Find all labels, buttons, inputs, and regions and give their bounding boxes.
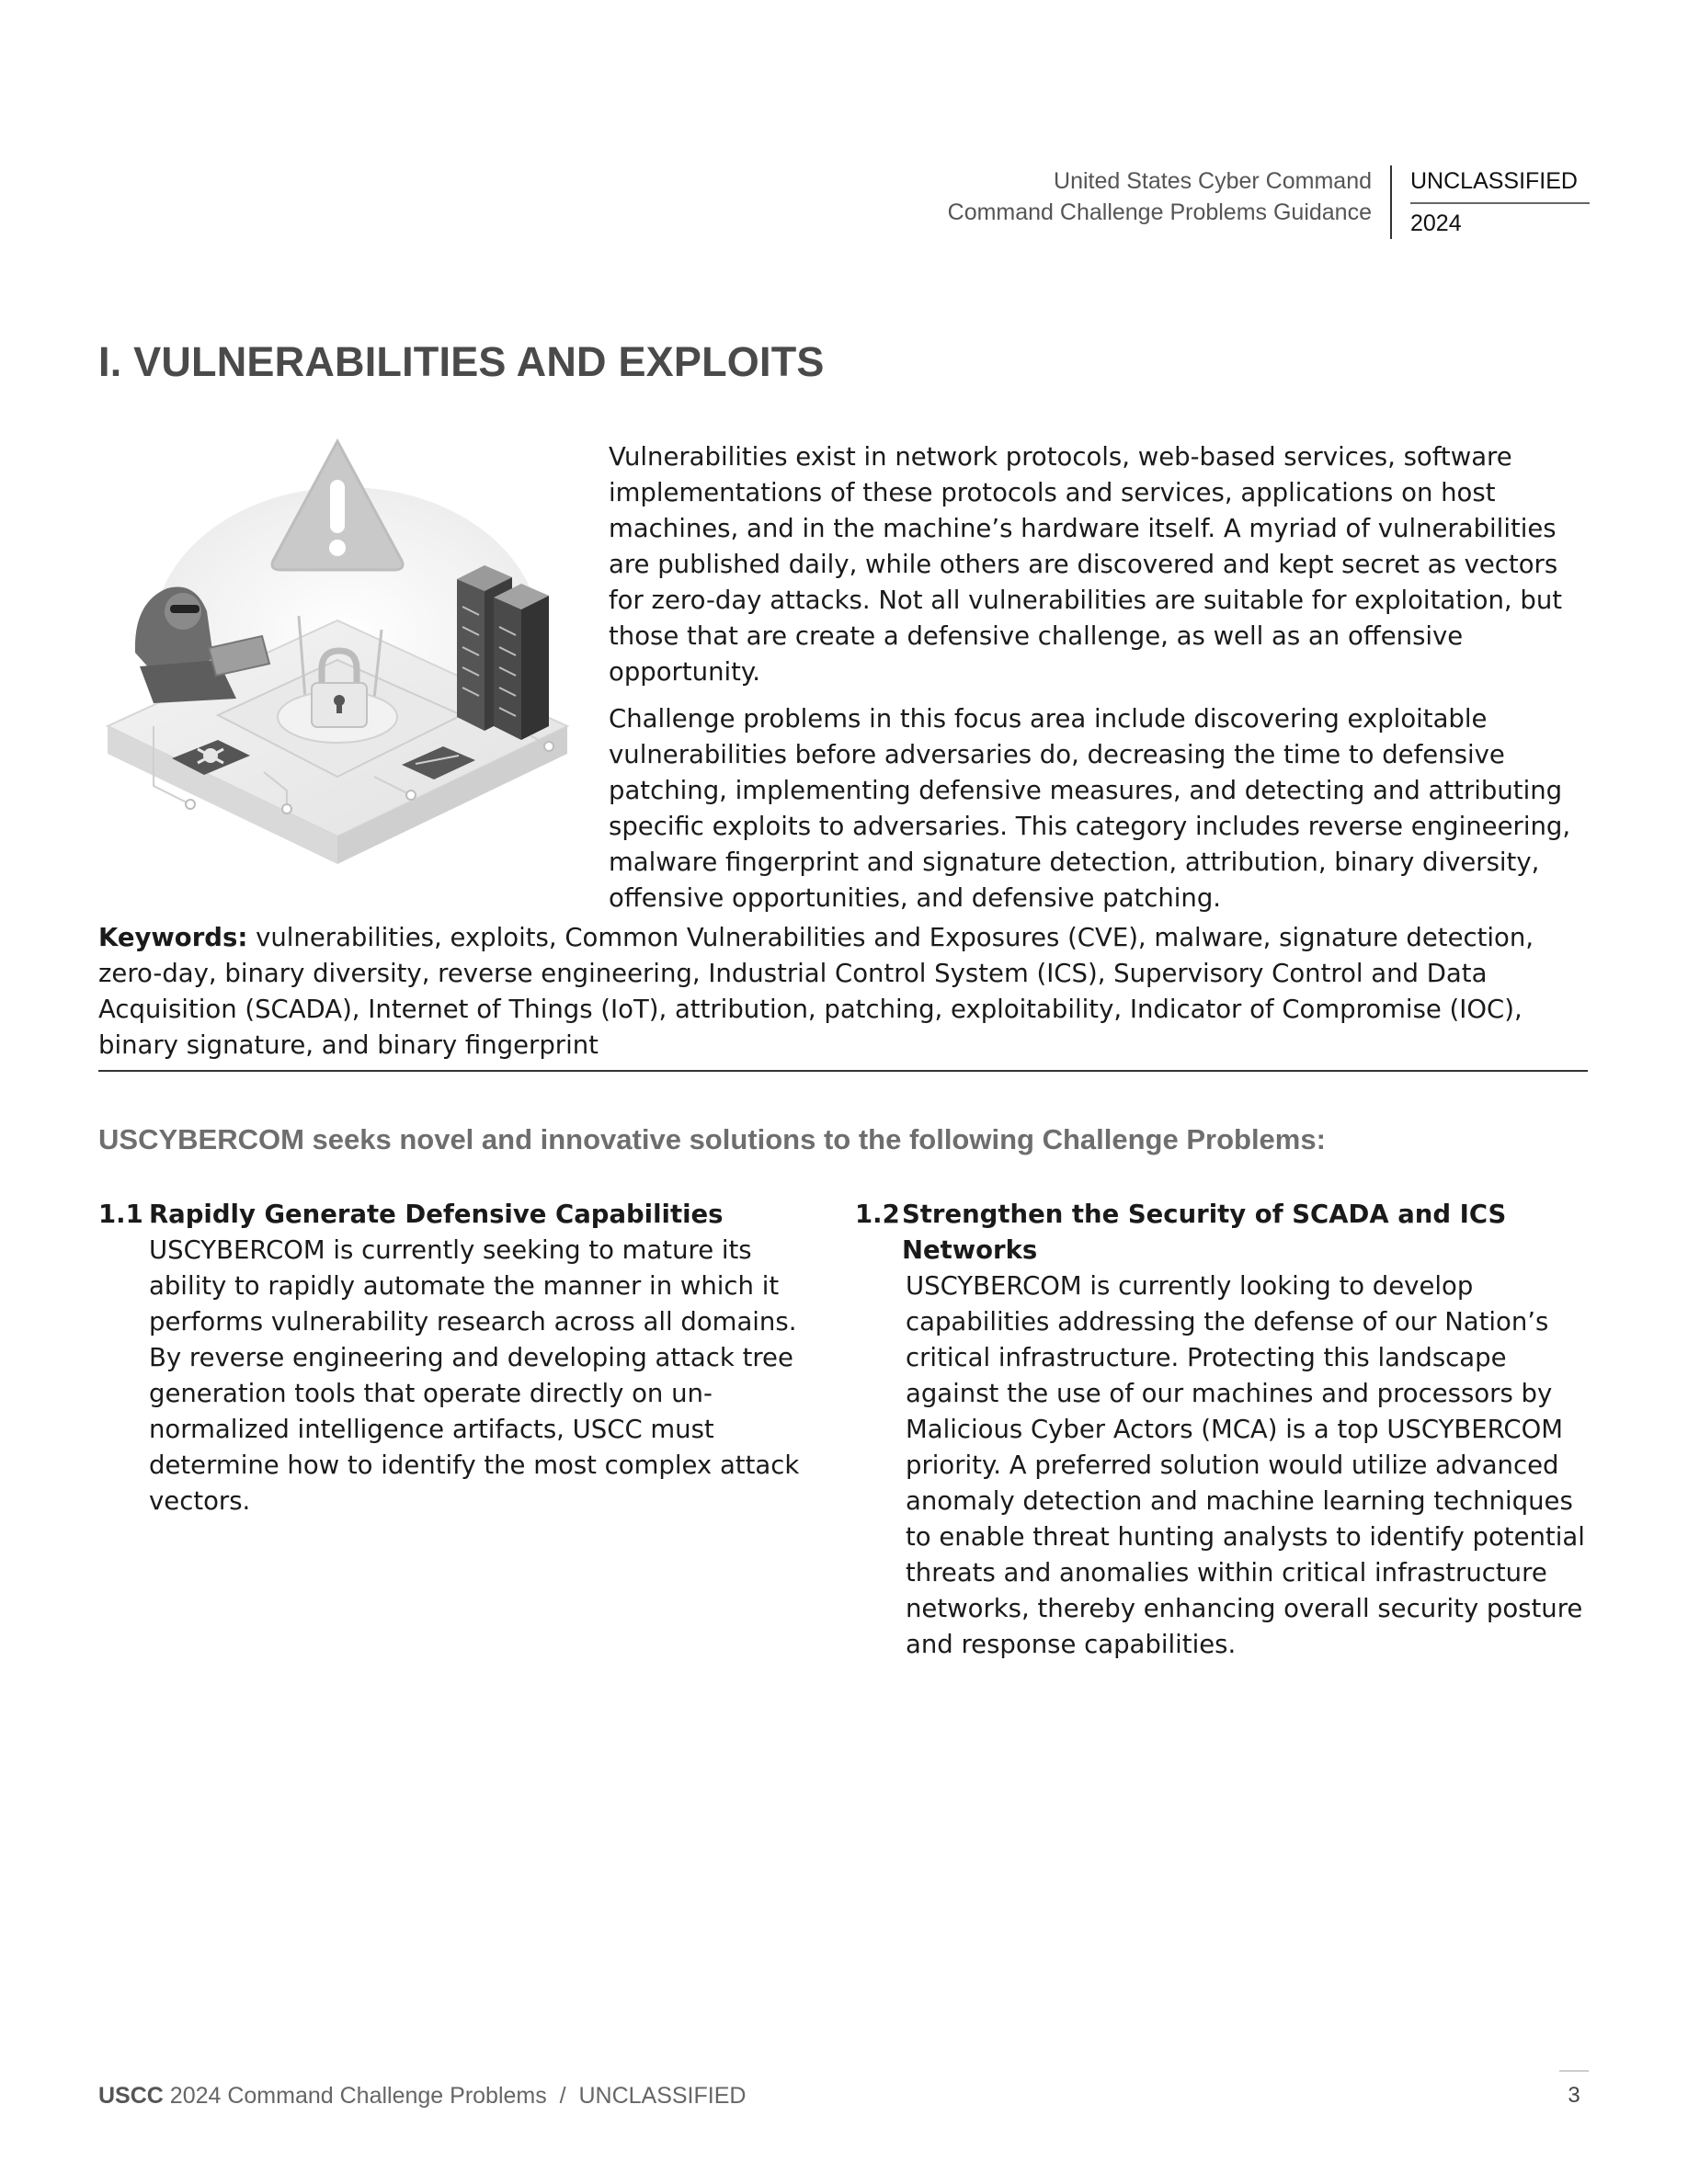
challenge-problem	[855, 1197, 1595, 1663]
page-footer	[98, 2083, 746, 2110]
page-header	[948, 165, 1590, 239]
challenge-problem-heading	[855, 1197, 1595, 1268]
header-titles	[948, 165, 1390, 239]
page-number: 3	[1568, 2083, 1580, 2108]
keywords	[98, 920, 1592, 1064]
challenge-problem-body: USCYBERCOM is currently seeking to mature its ability to rapidly automate the manner in which it performs vulnerability research across all domains. By reverse engineering and developing attack tree generation tools that operate directly on un-normalized intelligence artifacts, USCC must determine how to identify the most complex attack vectors.	[149, 1235, 800, 1516]
header-org: United States Cyber Command	[1054, 168, 1372, 194]
challenge-problem-body: USCYBERCOM is currently looking to develop capabilities addressing the defense of our Nation’s critical infrastructure. Protecting this landscape against the use of our machines and processors by Malicious Cyber Actors (MCA) is a top USCYBERCOM priority. A preferred solution would utilize advanced anomaly detection and machine learning techniques to enable threat hunting analysts to identify potential threats and anomalies within critical infrastructure networks, thereby enhancing overall security posture and response capabilities.	[906, 1271, 1585, 1659]
cyber-vulnerability-illustration	[98, 423, 576, 892]
challenge-problem-title: Rapidly Generate Defensive Capabilities	[149, 1200, 724, 1229]
section-intro	[609, 439, 1592, 927]
header-meta	[1390, 165, 1590, 239]
challenge-problem-number: 1.1	[98, 1200, 143, 1229]
server-rack-icon	[457, 565, 549, 740]
intro-paragraph: Challenge problems in this focus area include discovering exploitable vulnerabilities before adversaries do, decreasing the time to defensive patching, implementing defensive measures, and detecting and attributing specific exploits to adversaries. This category includes reverse engineering, malware fingerprint and signature detection, attribution, binary diversity, offensive opportunities, and defensive patching.	[609, 704, 1571, 913]
challenge-problem-heading	[98, 1197, 815, 1233]
footer-text: 2024 Command Challenge Problems / UNCLASSIFIED	[163, 2083, 747, 2109]
keywords-label: Keywords:	[98, 923, 248, 952]
challenge-problem-number: 1.2	[855, 1200, 900, 1229]
header-doc-title: Command Challenge Problems Guidance	[947, 199, 1372, 225]
page-number-rule	[1559, 2070, 1589, 2072]
keywords-list: vulnerabilities, exploits, Common Vulnerabilities and Exposures (CVE), malware, signature detection, zero-day, binary diversity, reverse engineering, Industrial Control System (ICS), Supervisory Control and Data Acquisition (SCADA), Internet of Things (IoT), attribution, patching, exploitability, Indicator of Compromise (IOC), binary signature, and binary fingerprint	[98, 923, 1534, 1060]
section-title: I. VULNERABILITIES AND EXPLOITS	[98, 338, 825, 385]
challenge-problem	[98, 1197, 815, 1519]
intro-paragraph: Vulnerabilities exist in network protocols, web-based services, software implementations of these protocols and services, applications on host machines, and in the machine’s hardware itself. A myriad of vulnerabilities are published daily, while others are discovered and kept secret as vectors for zero-day attacks. Not all vulnerabilities are suitable for exploitation, but those that are create a defensive challenge, as well as an offensive opportunity.	[609, 442, 1563, 687]
challenge-problem-title: Strengthen the Security of SCADA and ICS Networks	[901, 1200, 1507, 1265]
classification-label: UNCLASSIFIED	[1410, 165, 1590, 204]
challenge-intro-heading: USCYBERCOM seeks novel and innovative solutions to the following Challenge Problems:	[98, 1123, 1326, 1155]
section-divider	[98, 1070, 1588, 1072]
footer-brand: USCC	[98, 2083, 164, 2109]
page-number-block	[1559, 2070, 1589, 2109]
header-year: 2024	[1410, 210, 1462, 236]
